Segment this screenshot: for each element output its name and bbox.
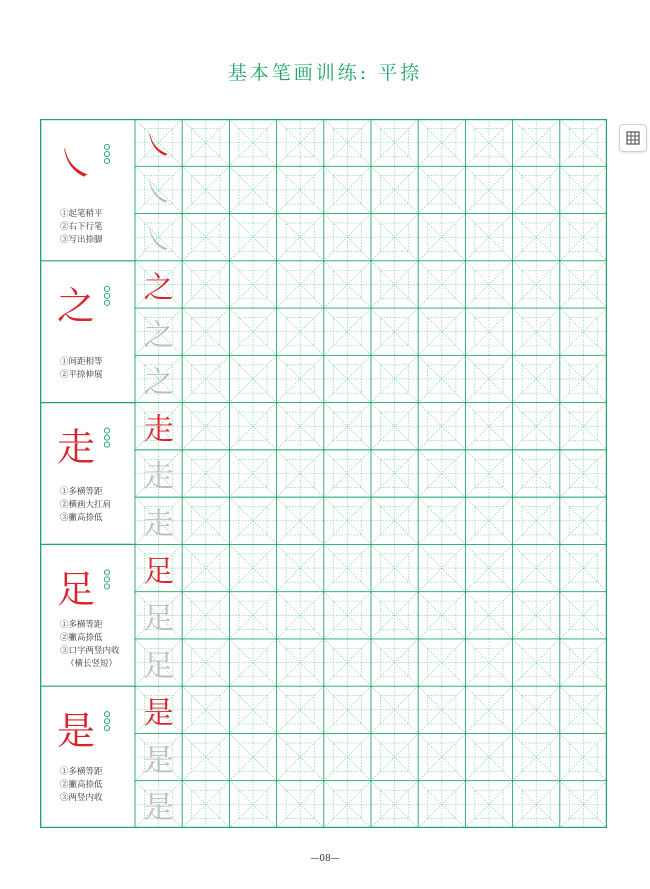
practice-character: 走 bbox=[143, 459, 174, 495]
practice-character: 走 bbox=[143, 412, 174, 448]
stroke-marker bbox=[104, 293, 109, 298]
grid-view-button[interactable] bbox=[619, 124, 647, 152]
model-character: ㇏ bbox=[56, 142, 96, 186]
table-icon bbox=[625, 130, 641, 146]
practice-character: 之 bbox=[143, 365, 174, 401]
stroke-marker bbox=[104, 726, 109, 731]
practice-character: ㇏ bbox=[143, 128, 174, 164]
page-title: 基本笔画训练: 平捺 bbox=[227, 62, 423, 84]
stroke-marker bbox=[104, 428, 109, 433]
tip-text: ①多横等距 bbox=[60, 620, 103, 630]
practice-character: 是 bbox=[143, 696, 174, 732]
practice-character: 足 bbox=[143, 554, 174, 590]
tip-text: ②撇高捺低 bbox=[60, 633, 103, 643]
stroke-marker bbox=[104, 151, 109, 156]
stroke-marker bbox=[104, 442, 109, 447]
tip-text: ①多横等距 bbox=[60, 767, 103, 777]
practice-character: 足 bbox=[143, 601, 174, 637]
stroke-marker bbox=[104, 300, 109, 305]
section-3-tips bbox=[40, 486, 135, 525]
page-number: —08— bbox=[310, 854, 340, 864]
stroke-marker bbox=[104, 577, 109, 582]
tip-text: ②撇高捺低 bbox=[60, 780, 103, 790]
section-4-tips bbox=[40, 619, 135, 671]
practice-character: 是 bbox=[143, 790, 174, 826]
tip-text: ②右下行笔 bbox=[60, 222, 103, 232]
stroke-marker bbox=[104, 584, 109, 589]
practice-character: 之 bbox=[143, 317, 174, 353]
practice-character: ㇏ bbox=[143, 176, 174, 212]
stroke-marker bbox=[104, 570, 109, 575]
practice-character: 走 bbox=[143, 507, 174, 543]
stroke-marker bbox=[104, 286, 109, 291]
tip-text: ①多横等距 bbox=[60, 487, 103, 497]
stroke-marker bbox=[104, 435, 109, 440]
tip-text: ③两竖内收 bbox=[60, 793, 103, 803]
practice-character: 足 bbox=[143, 648, 174, 684]
tip-text: （横长竖短） bbox=[66, 659, 118, 669]
section-1-tips bbox=[40, 208, 135, 247]
practice-character: 之 bbox=[143, 270, 174, 306]
model-character: 之 bbox=[56, 283, 96, 328]
section-2-tips bbox=[40, 356, 135, 382]
stroke-marker bbox=[104, 719, 109, 724]
tip-text: ①间距相等 bbox=[60, 357, 103, 367]
practice-character: ㇏ bbox=[143, 223, 174, 259]
tip-text: ③撇高捺低 bbox=[60, 513, 103, 523]
stroke-marker bbox=[104, 712, 109, 717]
model-character: 足 bbox=[56, 567, 96, 612]
model-character: 是 bbox=[56, 709, 96, 754]
tip-text: ③写出捺脚 bbox=[60, 235, 103, 245]
tip-text: ①起笔稍平 bbox=[60, 209, 103, 219]
practice-character: 是 bbox=[143, 743, 174, 779]
section-5-tips bbox=[40, 766, 135, 805]
tip-text: ②平捺伸展 bbox=[60, 370, 103, 380]
stroke-marker bbox=[104, 144, 109, 149]
stroke-marker bbox=[104, 158, 109, 163]
tip-text: ②横画大扛肩 bbox=[60, 500, 112, 510]
tip-text: ③口字两竖内收 bbox=[60, 646, 120, 656]
model-character: 走 bbox=[56, 425, 96, 470]
